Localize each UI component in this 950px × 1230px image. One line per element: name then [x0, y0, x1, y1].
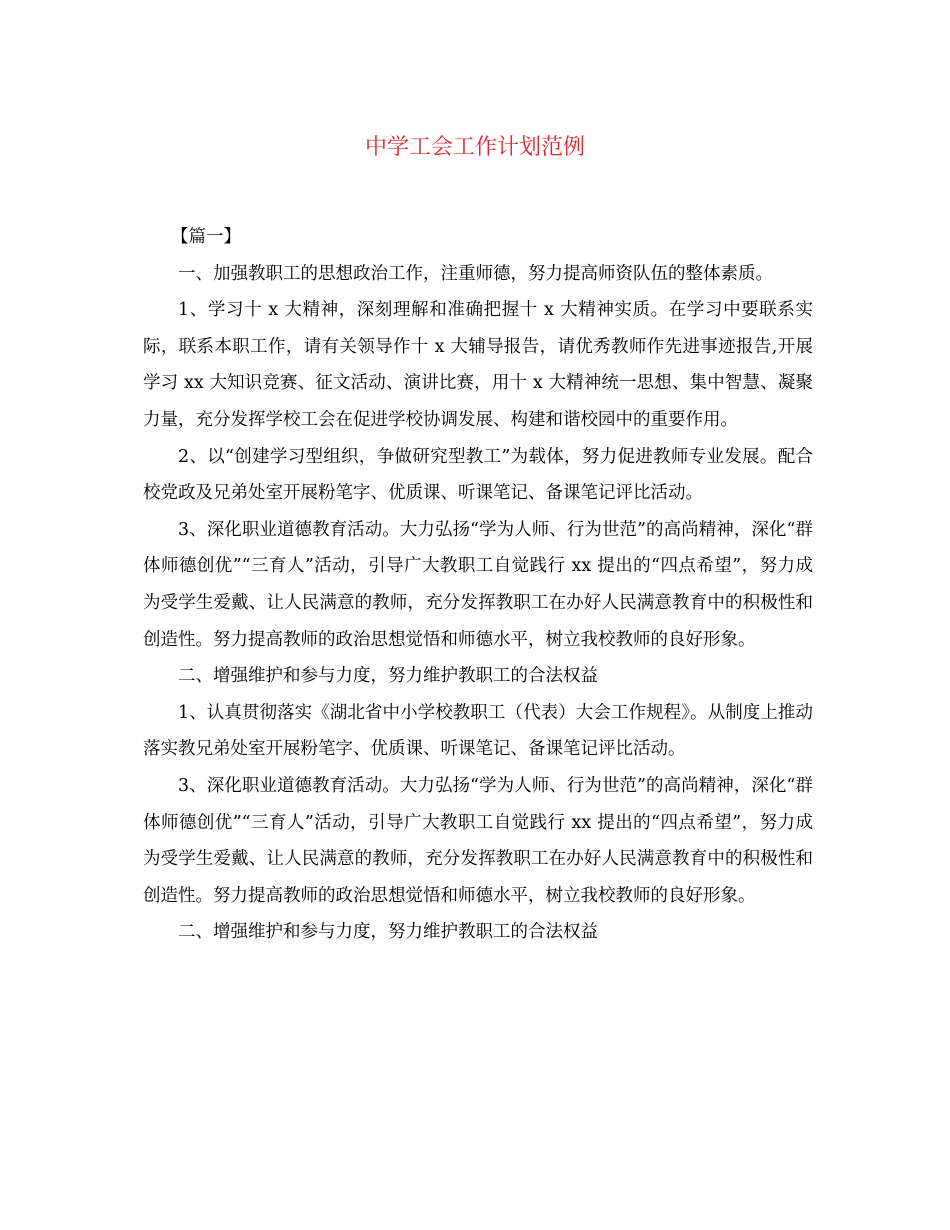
- paragraph: 二、增强维护和参与力度，努力维护教职工的合法权益: [178, 922, 598, 943]
- paragraph: 2、以“创建学习型组织，争做研究型教工”为载体，努力促进教师专业发展。配合校党政及兄弟处室开展粉笔字、优质课、听课笔记、备课笔记评比活动。: [143, 446, 813, 504]
- paragraph: 3、深化职业道德教育活动。大力弘扬“学为人师、行为世范”的高尚精神，深化“群体师德创优”“三育人”活动，引导广大教职工自觉践行 xx 提出的“四点希望”，努力成为受学生爱戴、让人民满意的教师，充分发挥教职工在办好人民满意教育中的积极性和创造性。努力提高教师的政治思想觉悟和师德水平，树立我校教师的良好形象。: [143, 519, 813, 650]
- section-heading-part-one: 【篇一】: [171, 227, 241, 247]
- paragraph: 1、学习十 x 大精神，深刻理解和准确把握十 x 大精神实质。在学习中要联系实际，联系本职工作，请有关领导作十 x 大辅导报告，请优秀教师作先进事迹报告,开展学习 xx 大知识竞赛、征文活动、演讲比赛，用十 x 大精神统一思想、集中智慧、凝聚力量，充分发挥学校工会在促进学校协调发展、构建和谐校园中的重要作用。: [143, 300, 813, 430]
- paragraph: 一、加强教职工的思想政治工作，注重师德，努力提高师资队伍的整体素质。: [178, 263, 773, 284]
- paragraph: 1、认真贯彻落实《湖北省中小学校教职工（代表）大会工作规程》。从制度上推动落实教兄弟处室开展粉笔字、优质课、听课笔记、备课笔记评比活动。: [143, 702, 813, 760]
- paragraph: 二、增强维护和参与力度，努力维护教职工的合法权益: [178, 666, 598, 687]
- paragraph: 3、深化职业道德教育活动。大力弘扬“学为人师、行为世范”的高尚精神，深化“群体师德创优”“三育人”活动，引导广大教职工自觉践行 xx 提出的“四点希望”，努力成为受学生爱戴、让人民满意的教师，充分发挥教职工在办好人民满意教育中的积极性和创造性。努力提高教师的政治思想觉悟和师德水平，树立我校教师的良好形象。: [143, 775, 813, 906]
- document-body: [143, 219, 813, 951]
- document-title: 中学工会工作计划范例: [364, 135, 585, 160]
